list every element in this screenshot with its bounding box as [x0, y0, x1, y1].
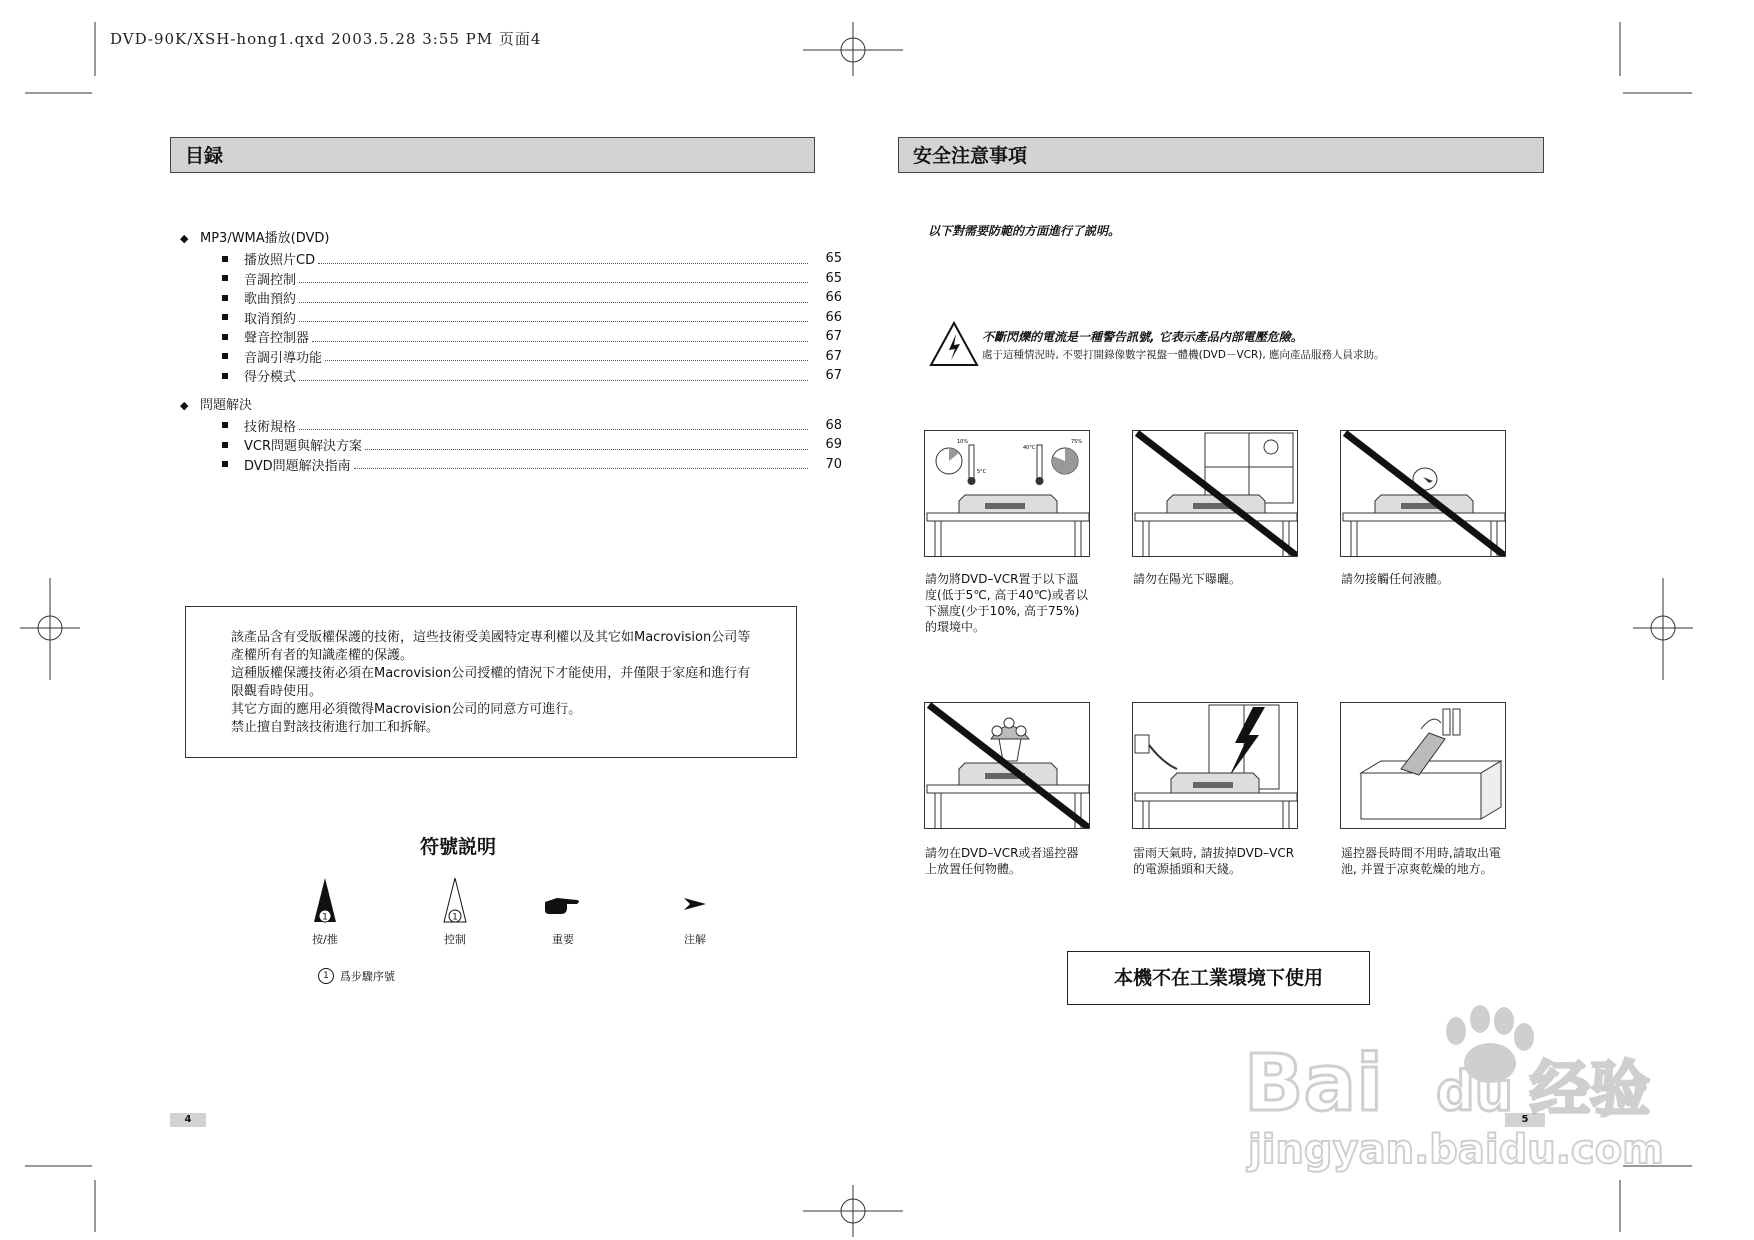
toc-item[interactable]: [222, 288, 842, 308]
square-bullet-icon: [222, 295, 228, 301]
high-voltage-warning-icon: [928, 320, 980, 368]
toc-item-page: 67: [825, 348, 842, 364]
toc-item[interactable]: [222, 366, 842, 386]
contents-header: 目録: [170, 137, 815, 173]
industrial-use-note: 本機不在工業環境下使用: [1067, 951, 1370, 1005]
square-bullet-icon: [222, 353, 228, 359]
notice-line: 該產品含有受版權保護的技術，這些技術受美國特定專利權以及其它如Macrovision公司等: [231, 630, 751, 645]
page-number-right: 5: [1505, 1113, 1545, 1127]
toc-item-label: VCR問題與解決方案: [244, 439, 363, 455]
toc-item-label: 歌曲預約: [244, 292, 297, 308]
toc-item-label: DVD問題解決指南: [244, 458, 351, 474]
caution-image-batteries: [1340, 702, 1506, 829]
caution-caption: 雷雨天氣時, 請拔掉DVD–VCR的電源插頭和天綫。: [1133, 846, 1295, 876]
warning-body: 處于這種情況時, 不要打開錄像數字視盤一體機(DVD－VCR), 應向產品服務人員求助。: [982, 349, 1385, 361]
safety-header: 安全注意事項: [898, 137, 1544, 173]
page-number-left: 4: [170, 1113, 206, 1127]
toc-item-page: 65: [825, 251, 842, 267]
square-bullet-icon: [222, 442, 228, 448]
square-bullet-icon: [222, 314, 228, 320]
notice-line: 限觀看時使用。: [231, 684, 323, 699]
toc-section-title: MP3/WMA播放(DVD): [200, 231, 330, 246]
symbol-label: 注解: [684, 933, 706, 946]
toc-item[interactable]: [222, 435, 842, 455]
step-number-icon: 1: [318, 968, 334, 984]
toc-item-page: 65: [825, 270, 842, 286]
caution-image-temperature: [924, 430, 1090, 557]
caution-image-objects: [924, 702, 1090, 829]
symbol-control: [430, 876, 480, 947]
warning-title: 不斷閃爍的電流是一種警告訊號, 它表示產品内部電壓危險。: [982, 330, 1303, 344]
temp-low-label: 5°C: [977, 469, 987, 475]
diamond-bullet-icon: ◆: [180, 232, 189, 245]
notice-line: 產權所有者的知識產權的保護。: [231, 648, 414, 663]
square-bullet-icon: [222, 461, 228, 467]
safety-intro: 以下對需要防範的方面進行了説明。: [928, 224, 1121, 238]
humidity-high-label: 75%: [1071, 439, 1083, 445]
symbol-label: 重要: [552, 933, 574, 946]
symbol-label: 控制: [444, 933, 466, 946]
caution-image-thunderstorm: [1132, 702, 1298, 829]
toc-section-title: 問題解決: [200, 397, 253, 413]
toc-item[interactable]: [222, 308, 842, 328]
toc-section: [180, 396, 842, 416]
svg-text:du: du: [1436, 1060, 1514, 1123]
symbol-press: [300, 876, 350, 947]
toc-item[interactable]: [222, 416, 842, 436]
notice-line: 其它方面的應用必須徵得Macrovision公司的同意方可進行。: [231, 702, 582, 717]
toc-item-page: 70: [825, 456, 842, 472]
caution-caption: 請勿接觸任何液體。: [1341, 572, 1450, 586]
toc-item-label: 播放照片CD: [244, 253, 316, 269]
arrow-note-icon: [680, 892, 710, 928]
caution-image-liquid: [1340, 430, 1506, 557]
notice-line: 禁止擅自對該技術進行加工和拆解。: [231, 720, 440, 735]
svg-text:经验: 经验: [1530, 1055, 1650, 1125]
caution-caption: 請勿在DVD–VCR或者遥控器上放置任何物體。: [925, 846, 1079, 876]
square-bullet-icon: [222, 422, 228, 428]
svg-text:jingyan.baidu.com: jingyan.baidu.com: [1248, 1127, 1664, 1173]
toc-item-page: 67: [825, 329, 842, 345]
toc-item-page: 66: [825, 309, 842, 325]
svg-text:Bai: Bai: [1244, 1039, 1383, 1129]
caution-caption: 遥控器長時間不用時,請取出電池, 并置于凉爽乾燥的地方。: [1341, 846, 1501, 876]
symbol-label: 按/推: [312, 933, 338, 946]
toc-item[interactable]: [222, 327, 842, 347]
control-icon: [440, 876, 470, 928]
square-bullet-icon: [222, 373, 228, 379]
file-slug: DVD-90K/XSH-hong1.qxd 2003.5.28 3:55 PM 页面4: [110, 30, 542, 48]
toc-item-label: 音調引導功能: [244, 350, 323, 366]
symbol-legend-title: 符號説明: [420, 836, 497, 858]
symbol-note: [670, 892, 720, 947]
step-note-text: 爲步驟序號: [340, 970, 395, 983]
caution-image-sunlight: [1132, 430, 1298, 557]
copyright-notice-box: [185, 606, 797, 758]
toc-item-label: 取消預約: [244, 311, 297, 327]
baidu-jingyan-watermark: [1240, 985, 1670, 1185]
toc-item[interactable]: [222, 347, 842, 367]
square-bullet-icon: [222, 275, 228, 281]
toc-item-label: 得分模式: [244, 370, 297, 386]
toc-item[interactable]: [222, 249, 842, 269]
humidity-low-label: 10%: [957, 439, 969, 445]
toc-item[interactable]: [222, 269, 842, 289]
caution-caption: 請勿在陽光下曝曬。: [1133, 572, 1242, 586]
toc-item-page: 69: [825, 437, 842, 453]
notice-line: 這種版權保護技術必須在Macrovision公司授權的情況下才能使用，并僅限于家庭和進行有: [231, 666, 751, 681]
svg-text:1: 1: [452, 912, 458, 923]
toc-item-label: 技術規格: [244, 419, 297, 435]
toc-item-page: 66: [825, 290, 842, 306]
square-bullet-icon: [222, 256, 228, 262]
toc-item-page: 68: [825, 417, 842, 433]
toc-item-page: 67: [825, 368, 842, 384]
pointing-hand-icon: [543, 892, 583, 928]
table-of-contents: [180, 229, 842, 474]
diamond-bullet-icon: ◆: [180, 398, 189, 412]
symbol-important: [537, 892, 589, 947]
toc-item[interactable]: [222, 455, 842, 475]
svg-text:1: 1: [322, 912, 328, 923]
step-number-note: [318, 968, 395, 984]
temp-high-label: 40°C: [1023, 445, 1036, 451]
toc-item-label: 音調控制: [244, 272, 297, 288]
press-push-icon: [310, 876, 340, 928]
toc-item-label: 聲音控制器: [244, 331, 310, 347]
square-bullet-icon: [222, 334, 228, 340]
toc-section: [180, 229, 842, 249]
caution-caption: 請勿將DVD–VCR置于以下溫度(低于5℃, 高于40℃)或者以下濕度(少于10%, 高于75%)的環境中。: [925, 572, 1088, 634]
